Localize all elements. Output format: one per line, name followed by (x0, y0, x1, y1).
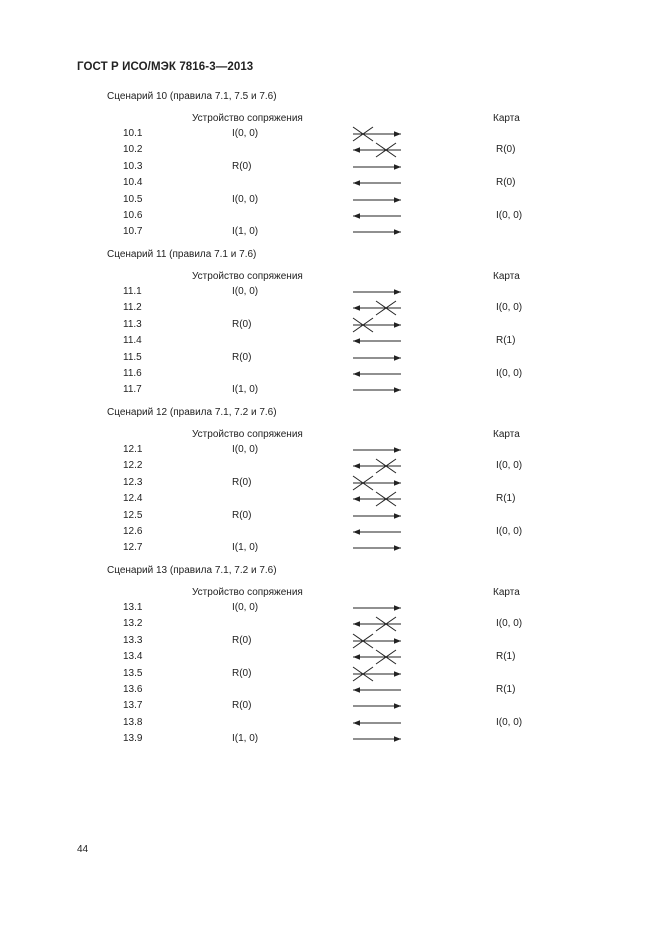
device-block: I(1, 0) (232, 226, 259, 238)
scenario-title: Сценарий 12 (правила 7.1, 7.2 и 7.6) (107, 407, 277, 418)
arrow-left (350, 333, 404, 349)
arrow-left (350, 208, 404, 224)
arrow-right (350, 508, 404, 524)
step-number: 12.2 (123, 460, 143, 472)
step-number: 13.8 (123, 716, 143, 728)
device-block: I(0, 0) (232, 193, 259, 205)
card-block: R(1) (496, 335, 516, 347)
device-block: I(0, 0) (232, 128, 259, 139)
crossed-arrow-right (350, 126, 404, 142)
device-block: R(0) (232, 160, 252, 172)
arrow-right (350, 224, 404, 240)
device-block: R(0) (232, 318, 252, 330)
crossed-arrow-left (350, 458, 404, 474)
arrow-right (350, 600, 404, 616)
device-column-header: Устройство сопряжения (192, 429, 303, 440)
scenario-title: Сценарий 13 (правила 7.1, 7.2 и 7.6) (107, 565, 277, 576)
card-block: I(0, 0) (496, 526, 523, 537)
card-block: I(0, 0) (496, 368, 523, 379)
step-number: 11.4 (123, 335, 142, 347)
crossed-arrow-right (350, 317, 404, 333)
card-column-header: Карта (493, 271, 520, 282)
arrow-left (350, 682, 404, 698)
step-number: 13.6 (123, 684, 143, 695)
device-column-header: Устройство сопряжения (192, 113, 303, 124)
crossed-arrow-left (350, 649, 404, 665)
device-block: R(0) (232, 509, 252, 521)
arrow-left (350, 366, 404, 382)
step-number: 10.2 (123, 144, 143, 156)
step-number: 13.1 (123, 602, 143, 613)
arrow-right (350, 382, 404, 398)
device-block: I(1, 0) (232, 733, 259, 745)
card-block: I(0, 0) (496, 210, 523, 221)
step-number: 12.5 (123, 509, 143, 521)
step-number: 12.3 (123, 476, 143, 488)
step-number: 13.5 (123, 667, 143, 679)
card-block: R(1) (496, 493, 516, 505)
card-block: I(0, 0) (496, 302, 523, 314)
page-number: 44 (77, 844, 89, 855)
step-number: 10.4 (123, 177, 143, 189)
step-number: 10.7 (123, 226, 143, 238)
crossed-arrow-left (350, 491, 404, 507)
arrow-left (350, 524, 404, 540)
crossed-arrow-right (350, 666, 404, 682)
card-block: R(0) (496, 144, 516, 156)
step-number: 10.1 (123, 128, 143, 139)
arrow-right (350, 192, 404, 208)
card-block: R(1) (496, 651, 516, 663)
device-block: I(0, 0) (232, 286, 259, 297)
step-number: 12.6 (123, 526, 143, 537)
step-number: 10.5 (123, 193, 143, 205)
arrow-right (350, 540, 404, 556)
arrow-right (350, 284, 404, 300)
step-number: 13.9 (123, 733, 143, 745)
device-column-header: Устройство сопряжения (192, 271, 303, 282)
arrow-right (350, 350, 404, 366)
device-block: R(0) (232, 667, 252, 679)
step-number: 13.2 (123, 618, 143, 630)
card-block: R(0) (496, 177, 516, 189)
device-block: I(1, 0) (232, 384, 259, 396)
arrow-left (350, 175, 404, 191)
document-header: ГОСТ Р ИСО/МЭК 7816-3—2013 (77, 61, 254, 73)
card-column-header: Карта (493, 429, 520, 440)
crossed-arrow-right (350, 633, 404, 649)
card-column-header: Карта (493, 587, 520, 598)
step-number: 10.6 (123, 210, 143, 221)
step-number: 12.1 (123, 444, 143, 455)
arrow-right (350, 159, 404, 175)
device-block: I(1, 0) (232, 542, 259, 554)
step-number: 13.3 (123, 634, 143, 646)
arrow-right (350, 442, 404, 458)
scenario-title: Сценарий 11 (правила 7.1 и 7.6) (107, 249, 257, 260)
crossed-arrow-right (350, 475, 404, 491)
step-number: 11.1 (123, 286, 142, 297)
step-number: 11.7 (123, 384, 142, 396)
device-block: I(0, 0) (232, 444, 259, 455)
card-column-header: Карта (493, 113, 520, 124)
crossed-arrow-left (350, 616, 404, 632)
arrow-right (350, 731, 404, 747)
card-block: R(1) (496, 684, 516, 695)
card-block: I(0, 0) (496, 460, 523, 472)
step-number: 11.5 (123, 351, 142, 363)
arrow-right (350, 698, 404, 714)
arrow-left (350, 715, 404, 731)
device-block: R(0) (232, 700, 252, 712)
card-block: I(0, 0) (496, 618, 523, 630)
step-number: 12.4 (123, 493, 143, 505)
scenario-title: Сценарий 10 (правила 7.1, 7.5 и 7.6) (107, 91, 277, 102)
step-number: 11.3 (123, 318, 142, 330)
device-block: I(0, 0) (232, 602, 259, 613)
device-column-header: Устройство сопряжения (192, 587, 303, 598)
crossed-arrow-left (350, 142, 404, 158)
step-number: 11.2 (123, 302, 142, 314)
device-block: R(0) (232, 476, 252, 488)
device-block: R(0) (232, 634, 252, 646)
step-number: 13.7 (123, 700, 143, 712)
step-number: 13.4 (123, 651, 143, 663)
crossed-arrow-left (350, 300, 404, 316)
card-block: I(0, 0) (496, 716, 523, 728)
step-number: 10.3 (123, 160, 143, 172)
step-number: 12.7 (123, 542, 143, 554)
device-block: R(0) (232, 351, 252, 363)
step-number: 11.6 (123, 368, 142, 379)
